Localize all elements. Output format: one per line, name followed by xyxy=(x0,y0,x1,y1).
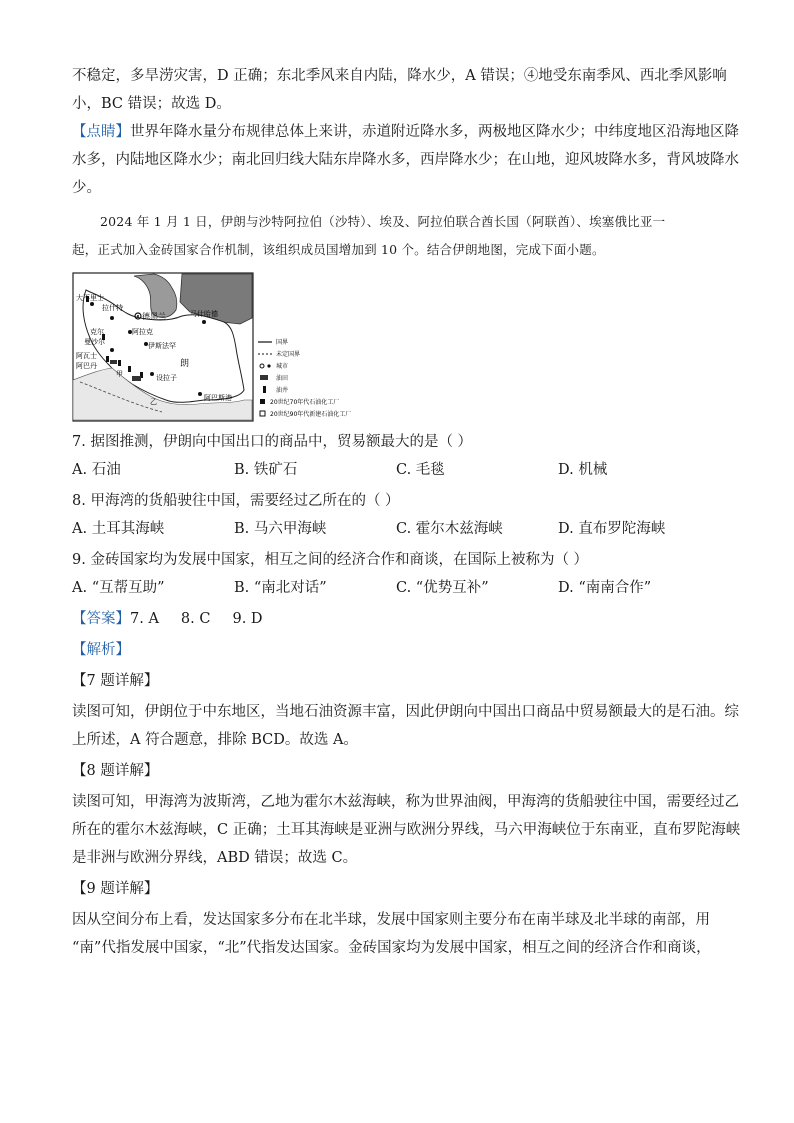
place-dabulizi: 大不里士 xyxy=(76,294,104,302)
place-abasi: 阿巴斯港 xyxy=(204,394,232,402)
place-mashihade: 马什哈德 xyxy=(190,310,218,318)
place-yisifahan: 伊斯法罕 xyxy=(148,342,176,350)
place-alake: 阿拉克 xyxy=(132,328,153,336)
option: D. “南南合作” xyxy=(558,580,652,596)
answer-item: 9. D xyxy=(232,611,263,627)
text-line: 因从空间分布上看，发达国家多分布在北半球，发展中国家则主要分布在南半球及北半球的南部，用 xyxy=(72,912,710,928)
option: D. 机械 xyxy=(558,462,608,478)
answer-item: 7. A xyxy=(130,611,159,627)
option: A. 石油 xyxy=(72,462,121,478)
question-8-options xyxy=(72,515,724,543)
text-line: 水多，内陆地区降水少；南北回归线大陆东岸降水多，西岸降水少；在山地，迎风坡降水多，背风坡降水 xyxy=(72,152,739,168)
legend-plant-90s: 20世纪90年代新建石油化工厂 xyxy=(270,411,352,418)
detail-7-tag: 【7 题详解】 xyxy=(72,673,159,689)
iran-map-svg xyxy=(72,272,362,422)
place-awashi: 阿瓦士 xyxy=(76,352,97,360)
intro-line: 起，正式加入金砖国家合作机制，该组织成员国增加到 10 个。结合伊朗地图，完成下面小题。 xyxy=(72,242,605,257)
detail-8-tag: 【8 题详解】 xyxy=(72,763,159,779)
place-shelazi: 设拉子 xyxy=(156,374,177,382)
dianjing-line xyxy=(72,118,739,146)
jiexi-tag: 【解析】 xyxy=(72,642,130,658)
text-line: “南”代指发展中国家，“北”代指发达国家。金砖国家均为发展中国家，相互之间的经济合作和商谈， xyxy=(72,940,711,956)
question-7-stem: 7. 据图推测，伊朗向中国出口的商品中，贸易额最大的是（ ） xyxy=(72,434,473,450)
dianjing-text: 世界年降水量分布规律总体上来讲，赤道附近降水多，两极地区降水少；中纬度地区沿海地区降 xyxy=(130,124,739,140)
option: C. 霍尔木兹海峡 xyxy=(396,521,503,537)
text-line: 读图可知，伊朗位于中东地区，当地石油资源丰富，因此伊朗向中国出口商品中贸易额最大的是石油。综 xyxy=(72,704,739,720)
option: A. 土耳其海峡 xyxy=(72,521,165,537)
text-line: 上所述，A 符合题意，排除 BCD。故选 A。 xyxy=(72,732,358,748)
text-line: 所在的霍尔木兹海峡，C 正确；土耳其海峡是亚洲与欧洲分界线，马六甲海峡位于东南亚，直布罗陀海峡 xyxy=(72,822,741,838)
place-abadan: 阿巴丹 xyxy=(76,362,97,370)
option: C. “优势互补” xyxy=(396,580,489,596)
place-qieshaer: 曼沙尔 xyxy=(84,338,105,346)
option: A. “互帮互助” xyxy=(72,580,165,596)
intro-line: 2024 年 1 月 1 日，伊朗与沙特阿拉伯（沙特）、埃及、阿拉伯联合酋长国（阿联酋）、埃塞俄比亚一 xyxy=(100,214,666,229)
legend-oilfield: 油田 xyxy=(276,375,289,382)
text-line: 不稳定，多旱涝灾害，D 正确；东北季风来自内陆，降水少，A 错误；④地受东南季风、西北季风影响 xyxy=(72,68,727,84)
text-line: 少。 xyxy=(72,180,101,196)
question-9-stem: 9. 金砖国家均为发展中国家，相互之间的经济合作和商谈，在国际上被称为（ ） xyxy=(72,552,589,568)
place-jia: 甲 xyxy=(116,370,123,378)
place-lashite: 拉什特 xyxy=(102,304,123,312)
question-9-options xyxy=(72,574,724,602)
option: C. 毛毯 xyxy=(396,462,445,478)
answer-item: 8. C xyxy=(180,611,211,627)
option: B. 马六甲海峡 xyxy=(234,521,327,537)
text-line: 是非洲与欧洲分界线，ABD 错误；故选 C。 xyxy=(72,850,358,866)
place-yi: 乙 xyxy=(150,398,157,406)
legend-city: 城市 xyxy=(276,363,289,370)
legend-plant-70s: 20世纪70年代石油化工厂 xyxy=(270,399,340,406)
legend-oilwell: 油井 xyxy=(276,387,289,394)
question-8-stem: 8. 甲海湾的货船驶往中国，需要经过乙所在的（ ） xyxy=(72,493,400,509)
answer-tag: 【答案】 xyxy=(72,611,130,627)
question-7-options xyxy=(72,456,724,484)
legend-undetermined-border: 未定国界 xyxy=(276,351,301,358)
option: B. 铁矿石 xyxy=(234,462,298,478)
document-page xyxy=(72,62,741,962)
detail-9-tag: 【9 题详解】 xyxy=(72,881,159,897)
dianjing-tag: 【点睛】 xyxy=(72,124,130,140)
text-line: 小，BC 错误；故选 D。 xyxy=(72,96,231,112)
legend-border: 国界 xyxy=(276,339,289,346)
iran-map xyxy=(72,272,362,422)
option: B. “南北对话” xyxy=(234,580,327,596)
place-keerman: 克尔 xyxy=(90,328,104,336)
place-lang: 朗 xyxy=(180,359,190,369)
place-deheilan: 德黑兰 xyxy=(142,312,166,321)
answer-line xyxy=(72,605,724,633)
option: D. 直布罗陀海峡 xyxy=(558,521,666,537)
text-line: 读图可知，甲海湾为波斯湾，乙地为霍尔木兹海峡，称为世界油阀，甲海湾的货船驶往中国，需要经过乙 xyxy=(72,794,739,810)
